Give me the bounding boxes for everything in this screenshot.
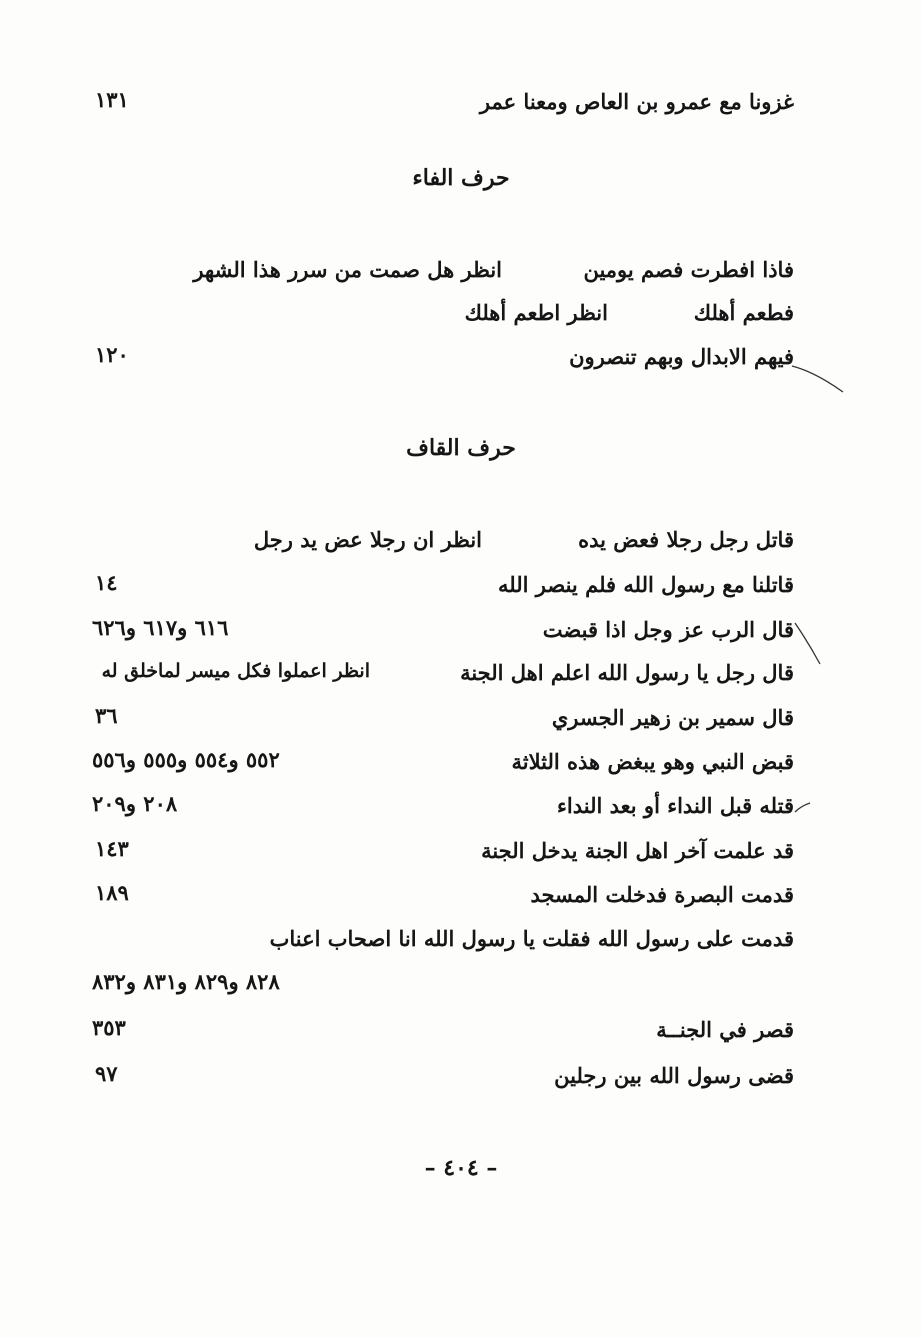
entry-text: قاتل رجل رجلا فعض يده (578, 527, 794, 552)
section-heading-qaf: حرف القاف (406, 435, 516, 461)
entry-text: قال رجل يا رسول الله اعلم اهل الجنة (460, 660, 794, 685)
entry-text: قاتلنا مع رسول الله فلم ينصر الله (498, 572, 794, 597)
entry-text: قال الرب عز وجل اذا قبضت (542, 617, 794, 642)
entry-text: قد علمت آخر اهل الجنة يدخل الجنة (481, 838, 794, 863)
entry-see-reference: انظر ان رجلا عض يد رجل (253, 527, 482, 552)
entry-see-reference: انظر اعملوا فكل ميسر لماخلق له (101, 660, 370, 682)
entry-ref: ٥٥٢ و٥٥٤ و٥٥٥ و٥٥٦ (92, 747, 280, 772)
entry-text: قتله قبل النداء أو بعد النداء (557, 793, 794, 818)
entry-text: قال سمير بن زهير الجسري (551, 705, 794, 730)
top-entry-ref: ١٣١ (95, 87, 129, 112)
entry-text: قدمت البصرة فدخلت المسجد (530, 882, 794, 907)
entry-ref: ٦١٦ و٦١٧ و٦٢٦ (92, 615, 229, 640)
entry-ref: ١٤ (95, 570, 118, 595)
entry-ref: ١٨٩ (95, 880, 129, 905)
entry-ref: ٩٧ (95, 1061, 118, 1086)
entry-ref: ٣٥٣ (92, 1015, 126, 1040)
entry-ref: ١٤٣ (95, 836, 129, 861)
entry-text: فطعم أهلك (693, 300, 794, 325)
entry-text: قضى رسول الله بين رجلين (554, 1063, 794, 1088)
entry-ref: ٢٠٨ و٢٠٩ (92, 791, 178, 816)
entry-text: قبض النبي وهو يبغض هذه الثلاثة (511, 749, 794, 774)
entry-ref: ٣٦ (95, 703, 118, 728)
entry-see-reference: انظر اطعم أهلك (464, 300, 608, 325)
entry-ref: ١٢٠ (95, 342, 129, 367)
page-number: – ٤٠٤ – (424, 1155, 498, 1181)
entry-see-reference: انظر هل صمت من سرر هذا الشهر (193, 257, 502, 282)
top-entry-text: غزونا مع عمرو بن العاص ومعنا عمر (479, 89, 794, 114)
section-heading-fa: حرف الفاء (412, 165, 510, 191)
entry-text: قدمت على رسول الله فقلت يا رسول الله انا اصحاب اعناب (269, 926, 794, 951)
entry-text: قصر في الجنــة (656, 1017, 794, 1042)
entry-text: فيهم الابدال وبهم تنصرون (569, 344, 794, 369)
entry-ref: ٨٢٨ و٨٢٩ و٨٣١ و٨٣٢ (92, 969, 280, 994)
entry-text: فاذا افطرت فصم يومين (583, 257, 794, 282)
